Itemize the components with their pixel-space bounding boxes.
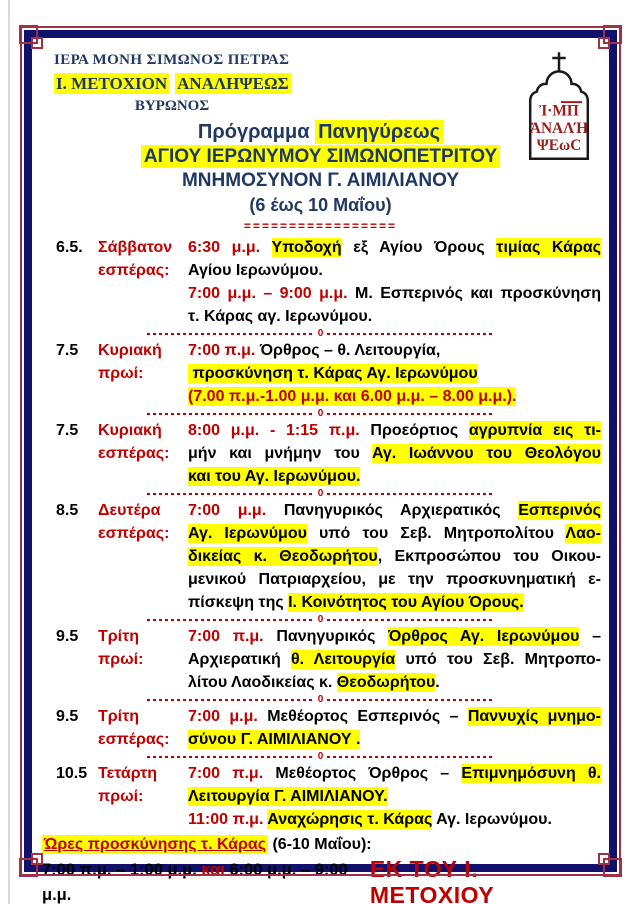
separator-zero: 0 <box>317 327 324 339</box>
text-segment: Μεθέορτος Όρθρος – <box>263 765 462 782</box>
text-segment: Θεοδωρήτου <box>336 674 436 691</box>
text-segment: 7:00 μ.μ. – 9:00 μ.μ. <box>188 285 348 302</box>
emblem-text-line1: Ἰ·ΜΠ <box>539 102 579 120</box>
program-title-plain: Πρόγραμμα <box>197 121 316 143</box>
row-day-line: Τρίτη <box>98 628 140 645</box>
text-segment: Μ. Εσπερινός και προσκύνηση <box>347 285 601 302</box>
content-line <box>188 339 601 362</box>
text-segment: , Εκπροσώπου του Οικου- <box>377 548 601 565</box>
row-day <box>98 236 188 328</box>
row-day-line: πρωί: <box>98 651 144 668</box>
text-segment: 7:00 π.μ. <box>188 765 264 782</box>
separator-zero: 0 <box>317 750 324 762</box>
text-segment: τιμίας Κάρας <box>496 239 602 256</box>
text-segment: 11:00 π.μ. <box>188 811 264 828</box>
corner-ornament-bottom-left <box>19 858 38 877</box>
text-segment: μενικού Πατριαρχείου, με την προσκυνηματική ε- <box>188 571 601 588</box>
row-day-line: Κυριακή <box>98 342 162 359</box>
content-line <box>188 499 601 522</box>
text-segment: Επιμνημόσυνη θ. <box>461 765 602 782</box>
program-title-highlight: Πανηγύρεως <box>315 120 443 144</box>
row-content <box>188 419 601 488</box>
text-segment: Προεόρτιος <box>359 422 469 439</box>
content-line <box>188 808 601 831</box>
text-segment: Όρθρος Αγ. Ιερωνύμου <box>388 628 580 645</box>
decorative-border-frame <box>24 30 617 904</box>
content-line <box>188 545 601 568</box>
text-segment: Παννυχίς μνημο- <box>467 708 602 725</box>
signature-line: ΕΚ ΤΟΥ Ι. ΜΕΤΟΧΙΟΥ <box>369 856 495 904</box>
text-segment: υπό του Σεβ. Μητροπολίτου <box>306 525 566 542</box>
schedule-list <box>40 236 601 831</box>
text-segment: 6:30 μ.μ. <box>188 239 272 256</box>
content-line <box>188 671 601 694</box>
text-segment: δικείας κ. Θεοδωρήτου <box>188 548 378 565</box>
schedule-row <box>40 705 601 751</box>
footer-block <box>40 833 601 904</box>
content-line <box>188 465 601 488</box>
separator-zero: 0 <box>317 487 324 499</box>
content-line <box>188 625 601 648</box>
text-segment: τ. Κάρας αγ. Ιερωνύμου. <box>188 308 373 325</box>
row-date: 7.5 <box>56 342 79 359</box>
content-line <box>188 305 601 328</box>
separator-zero: 0 <box>317 693 324 705</box>
row-day-line: εσπέρας: <box>98 731 170 748</box>
content-line <box>188 442 601 465</box>
text-segment: υπό του Σεβ. Μητροπο- <box>395 651 601 668</box>
schedule-row <box>40 762 601 831</box>
row-separator <box>147 751 495 762</box>
row-day-line: εσπέρας: <box>98 525 170 542</box>
veneration-hours-times <box>42 858 370 904</box>
text-segment: πίσκεψη της <box>188 594 289 611</box>
row-day-line: εσπέρας: <box>98 445 170 462</box>
row-day-line: πρωί: <box>98 788 144 805</box>
row-day-line: πρωί: <box>98 365 144 382</box>
schedule-row <box>40 419 601 488</box>
row-content <box>188 339 601 408</box>
text-segment: Αγ. Ιωάννου του Θεολόγου <box>371 445 601 462</box>
corner-ornament-bottom-right <box>603 858 622 877</box>
content-line <box>188 705 601 728</box>
text-segment: λίτου Λαοδικείας κ. <box>188 674 337 691</box>
text-segment: θ. Λειτουργία <box>290 651 396 668</box>
row-date: 10.5 <box>56 765 88 782</box>
content-line <box>188 728 601 751</box>
content-line <box>188 762 601 785</box>
row-date: 7.5 <box>56 422 79 439</box>
veneration-hours-heading <box>42 833 601 856</box>
text-segment: σύνου Γ. ΑΙΜΙΛΙΑΝΟΥ . <box>188 731 361 748</box>
text-segment: Εσπερινός <box>518 502 601 519</box>
text-segment: Αναχώρησις τ. Κάρας <box>267 811 433 828</box>
row-day-line: Τετάρτη <box>98 765 158 782</box>
metochion-name-part2: ΑΝΑΛΗΨΕΩΣ <box>177 74 289 93</box>
content-line <box>188 236 601 259</box>
text-segment: Λειτουργία Γ. ΑΙΜΙΛΙΑΝΟΥ. <box>188 788 388 805</box>
text-segment: – <box>579 628 602 645</box>
text-segment: 7:00 π.μ. <box>188 628 264 645</box>
row-separator <box>147 614 495 625</box>
text-segment: Αρχιερατική <box>188 651 291 668</box>
row-content <box>188 625 601 694</box>
separator-zero: 0 <box>317 613 324 625</box>
text-segment: 7:00 μ.μ. <box>188 708 258 725</box>
footer-bottom-row <box>42 856 601 904</box>
row-day <box>98 339 188 408</box>
text-segment: Πανηγυρικός <box>263 628 389 645</box>
text-segment: 8:00 μ.μ. - 1:15 π.μ. <box>188 422 360 439</box>
row-day-line: Δευτέρα <box>98 502 161 519</box>
content-line <box>188 259 601 282</box>
text-segment: Αγίου Ιερωνύμου. <box>188 262 323 279</box>
text-segment: 7:00 π.μ. <box>188 342 256 359</box>
row-separator <box>147 408 495 419</box>
content-line <box>188 362 601 385</box>
row-separator <box>147 488 495 499</box>
content-line <box>188 385 601 408</box>
veneration-hours-label: Ώρες προσκύνησης τ. Κάρας <box>44 836 267 853</box>
hours-evening: 6:00 μ.μ. – 9:00 μ.μ. <box>42 861 348 904</box>
separator-zero: 0 <box>317 407 324 419</box>
row-day <box>98 419 188 488</box>
row-day <box>98 762 188 831</box>
row-day <box>98 705 188 751</box>
text-segment: Λαο- <box>565 525 601 542</box>
text-segment: . <box>435 674 440 691</box>
row-separator <box>147 694 495 705</box>
scan-edge-line <box>8 0 10 904</box>
text-segment: αγρυπνία εις τι- <box>468 422 601 439</box>
row-day-line: Κυριακή <box>98 422 162 439</box>
row-content <box>188 236 601 328</box>
schedule-row <box>40 339 601 408</box>
corner-ornament-top-left <box>19 25 38 44</box>
location-name: ΒΥΡΩΝΟΣ <box>134 98 210 114</box>
hours-and: και <box>201 861 225 879</box>
row-separator <box>147 328 495 339</box>
content-line <box>188 522 601 545</box>
text-segment: Πανηγυρικός Αρχιερατικός <box>266 502 519 519</box>
text-segment: Όρθρος – θ. Λειτουργία, <box>255 342 441 359</box>
text-segment: Αγ. Ιερωνύμου <box>188 525 307 542</box>
row-day <box>98 625 188 694</box>
row-date: 6.5. <box>56 239 83 256</box>
row-content <box>188 762 601 831</box>
text-segment: 7:00 μ.μ. <box>188 502 267 519</box>
schedule-row <box>40 499 601 614</box>
row-day-line: Τρίτη <box>98 708 140 725</box>
emblem-text-line3: ΨΕωϹ <box>536 137 582 155</box>
date-range: (6 έως 10 Μαΐου) <box>249 195 392 215</box>
text-segment: προσκύνηση τ. Κάρας Αγ. Ιερωνύμου <box>188 365 478 382</box>
content-line <box>188 568 601 591</box>
veneration-hours-dates: (6-10 Μαΐου): <box>268 836 372 853</box>
text-segment: Αγ. Ιερωνύμου. <box>432 811 552 828</box>
row-content <box>188 499 601 614</box>
text-segment: μήν και μνήμην του <box>188 445 372 462</box>
row-day <box>98 499 188 614</box>
metochion-emblem-icon <box>511 44 607 166</box>
content-line <box>188 785 601 808</box>
hours-morning: 7:00 π.μ. – 1:00 μ.μ. <box>42 861 202 879</box>
row-date: 9.5 <box>56 708 79 725</box>
corner-ornament-top-right <box>603 25 622 44</box>
memorial-title: ΜΝΗΜΟΣΥΝΟΝ Γ. ΑΙΜΙΛΙΑΝΟΥ <box>181 170 460 191</box>
row-day-line: Σάββατον <box>98 239 173 256</box>
equals-divider: ================= <box>243 219 398 233</box>
text-segment: εξ Αγίου Όρους <box>341 239 497 256</box>
emblem-text-line2: ἈΝΑΛΉ <box>529 119 589 137</box>
monastery-name: ΙΕΡΑ ΜΟΝΗ ΣΙΜΩΝΟΣ ΠΕΤΡΑΣ <box>54 52 290 68</box>
emblem-cross-icon <box>552 52 565 70</box>
row-date: 8.5 <box>56 502 79 519</box>
content-line <box>188 419 601 442</box>
text-segment: Υποδοχή <box>271 239 342 256</box>
text-segment: και του Αγ. Ιερωνύμου. <box>188 468 361 485</box>
metochion-name-part1: Ι. ΜΕΤΟΧΙΟΝ <box>56 74 168 93</box>
content-line <box>188 591 601 614</box>
text-segment: (7.00 π.μ.-1.00 μ.μ. και 6.00 μ.μ. – 8.00 μ.μ.). <box>188 388 517 405</box>
text-segment: Μεθέορτος Εσπερινός – <box>257 708 468 725</box>
content-line <box>188 282 601 305</box>
text-segment: Ι. Κοινότητος του Αγίου Όρους. <box>288 594 524 611</box>
row-day-line: εσπέρας: <box>98 262 170 279</box>
schedule-row <box>40 236 601 328</box>
row-date: 9.5 <box>56 628 79 645</box>
row-content <box>188 705 601 751</box>
feast-title-text: ΑΓΙΟΥ ΙΕΡΩΝΥΜΟΥ ΣΙΜΩΝΟΠΕΤΡΙΤΟΥ <box>141 145 500 168</box>
content-line <box>188 648 601 671</box>
schedule-row <box>40 625 601 694</box>
